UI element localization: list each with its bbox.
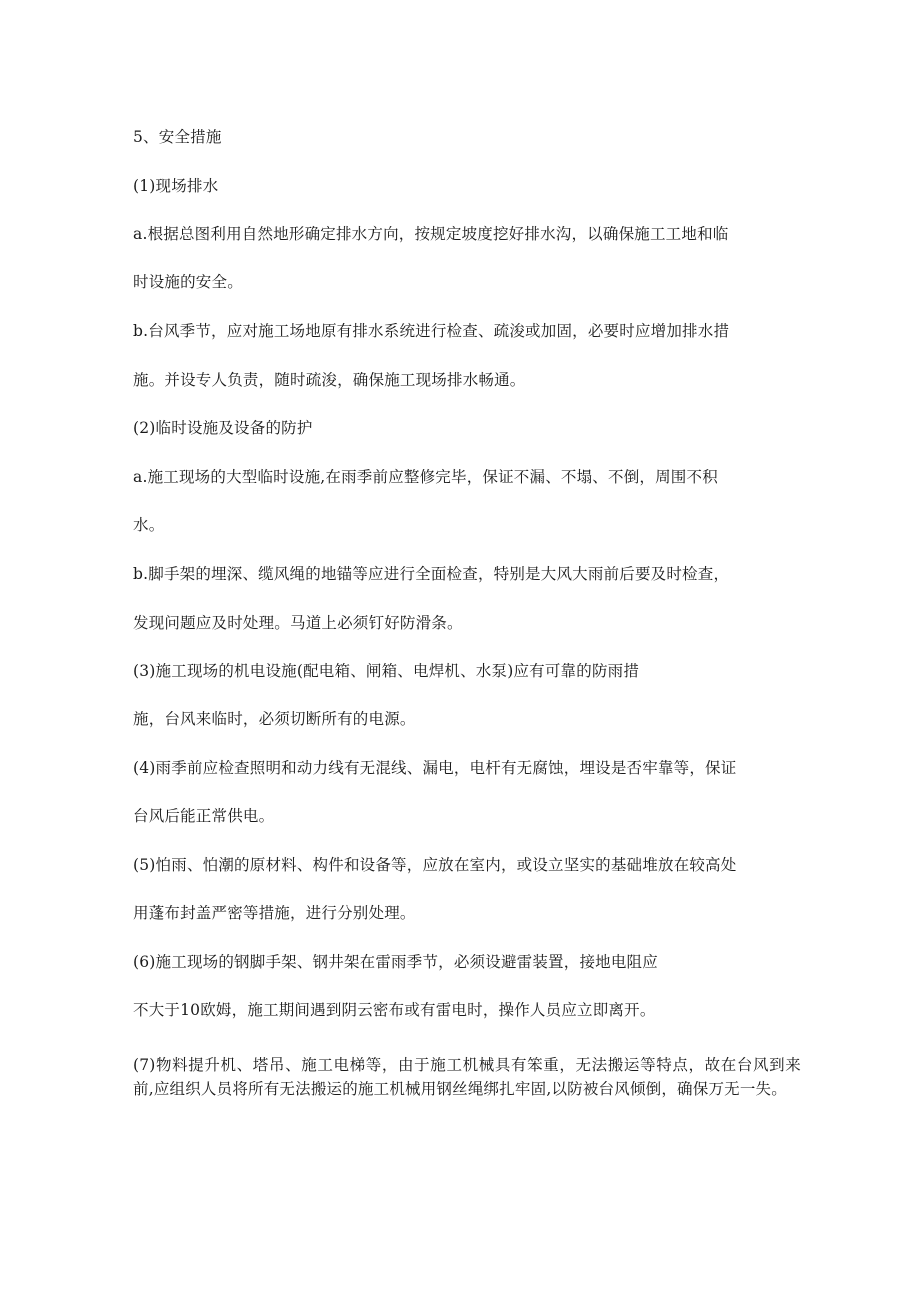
paragraph-line: (3)施工现场的机电设施(配电箱、闸箱、电焊机、水泵)应有可靠的防雨措 <box>133 662 640 680</box>
paragraph-line: (5)怕雨、怕潮的原材料、构件和设备等，应放在室内，或设立坚实的基础堆放在较高处 <box>133 856 737 874</box>
paragraph-line: a.施工现场的大型临时设施,在雨季前应整修完毕，保证不漏、不塌、不倒，周围不积 <box>133 468 718 486</box>
paragraph-line: 不大于10欧姆，施工期间遇到阴云密布或有雷电时，操作人员应立即离开。 <box>133 1001 656 1019</box>
paragraph-line: (6)施工现场的钢脚手架、钢井架在雷雨季节，必须设避雷装置，接地电阻应 <box>133 953 658 971</box>
paragraph-line: 时设施的安全。 <box>133 273 243 291</box>
paragraph-line: 发现问题应及时处理。马道上必须钉好防滑条。 <box>133 614 463 632</box>
paragraph-line: a.根据总图利用自然地形确定排水方向，按规定坡度挖好排水沟，以确保施工工地和临 <box>133 225 729 243</box>
subsection-heading-2: (2)临时设施及设备的防护 <box>133 419 313 437</box>
paragraph-line: 台风后能正常供电。 <box>133 807 275 825</box>
paragraph-line: 施。并设专人负责，随时疏浚，确保施工现场排水畅通。 <box>133 371 526 389</box>
paragraph-line: (4)雨季前应检查照明和动力线有无混线、漏电，电杆有无腐蚀，埋设是否牢靠等，保证 <box>133 759 737 777</box>
subsection-heading-1: (1)现场排水 <box>133 177 219 195</box>
final-paragraph: (7)物料提升机、塔吊、施工电梯等，由于施工机械具有笨重，无法搬运等特点，故在台风到来前,应组织人员将所有无法搬运的施工机械用钢丝绳绑扎牢固,以防被台风倾倒，确保万无一失。 <box>133 1056 801 1098</box>
paragraph-line: b.台风季节，应对施工场地原有排水系统进行检查、疏浚或加固，必要时应增加排水措 <box>133 322 730 340</box>
section-heading: 5、安全措施 <box>133 128 222 146</box>
paragraph-line: b.脚手架的埋深、缆风绳的地锚等应进行全面检查，特别是大风大雨前后要及时检查， <box>133 565 730 583</box>
paragraph-line: 施，台风来临时，必须切断所有的电源。 <box>133 710 416 728</box>
paragraph-line: 用蓬布封盖严密等措施，进行分别处理。 <box>133 904 416 922</box>
paragraph-line: 水。 <box>133 516 165 534</box>
